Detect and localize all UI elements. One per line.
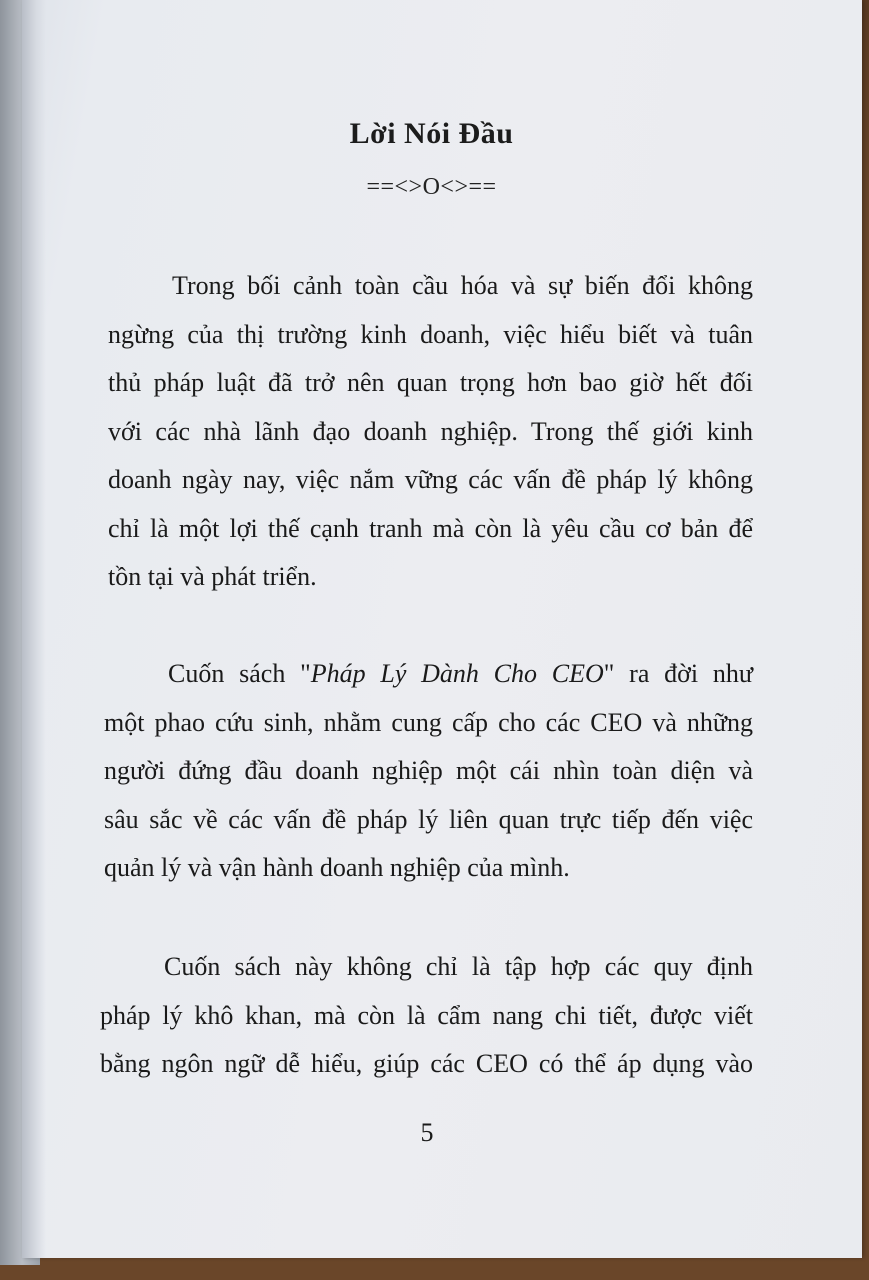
paragraph-line: người đứng đầu doanh nghiệp một cái nhìn toàn diện và <box>104 756 753 785</box>
book-title-italic: Pháp Lý Dành Cho CEO <box>310 659 604 688</box>
text-run: " ra đời như <box>603 659 753 688</box>
paragraph-line: tồn tại và phát triển. <box>108 562 317 591</box>
paragraph-line: Trong bối cảnh toàn cầu hóa và sự biến đổi không <box>172 271 753 300</box>
paragraph-line: Cuốn sách này không chỉ là tập hợp các quy định <box>164 952 753 981</box>
paragraph-line: bằng ngôn ngữ dễ hiểu, giúp các CEO có thể áp dụng vào <box>100 1049 753 1078</box>
title-ornament: ==<>O<>== <box>366 174 497 200</box>
paragraph-line: sâu sắc về các vấn đề pháp lý liên quan trực tiếp đến việc <box>104 804 753 834</box>
text-run: Cuốn sách " <box>168 659 311 688</box>
paragraph-line: với các nhà lãnh đạo doanh nghiệp. Trong thế giới kinh <box>108 416 753 446</box>
paragraph-line: quản lý và vận hành doanh nghiệp của mình. <box>104 853 570 882</box>
paragraph-line: doanh ngày nay, việc nắm vững các vấn đề pháp lý không <box>108 465 753 494</box>
paragraph-line: ngừng của thị trường kinh doanh, việc hiểu biết và tuân <box>108 319 753 349</box>
paragraph-line: một phao cứu sinh, nhằm cung cấp cho các CEO và những <box>104 707 753 737</box>
paragraph-line: chỉ là một lợi thế cạnh tranh mà còn là yêu cầu cơ bản để <box>108 513 753 543</box>
paragraph-line: thủ pháp luật đã trở nên quan trọng hơn bao giờ hết đối <box>108 368 753 397</box>
paragraph-3 <box>100 943 753 1089</box>
paragraph-line <box>104 650 753 699</box>
paragraph-line: pháp lý khô khan, mà còn là cẩm nang chi tiết, được viết <box>100 1000 753 1030</box>
page-number: 5 <box>420 1118 434 1147</box>
page-title: Lời Nói Đầu <box>349 117 514 150</box>
paragraph-1 <box>108 262 753 602</box>
paragraph-2 <box>104 650 753 893</box>
